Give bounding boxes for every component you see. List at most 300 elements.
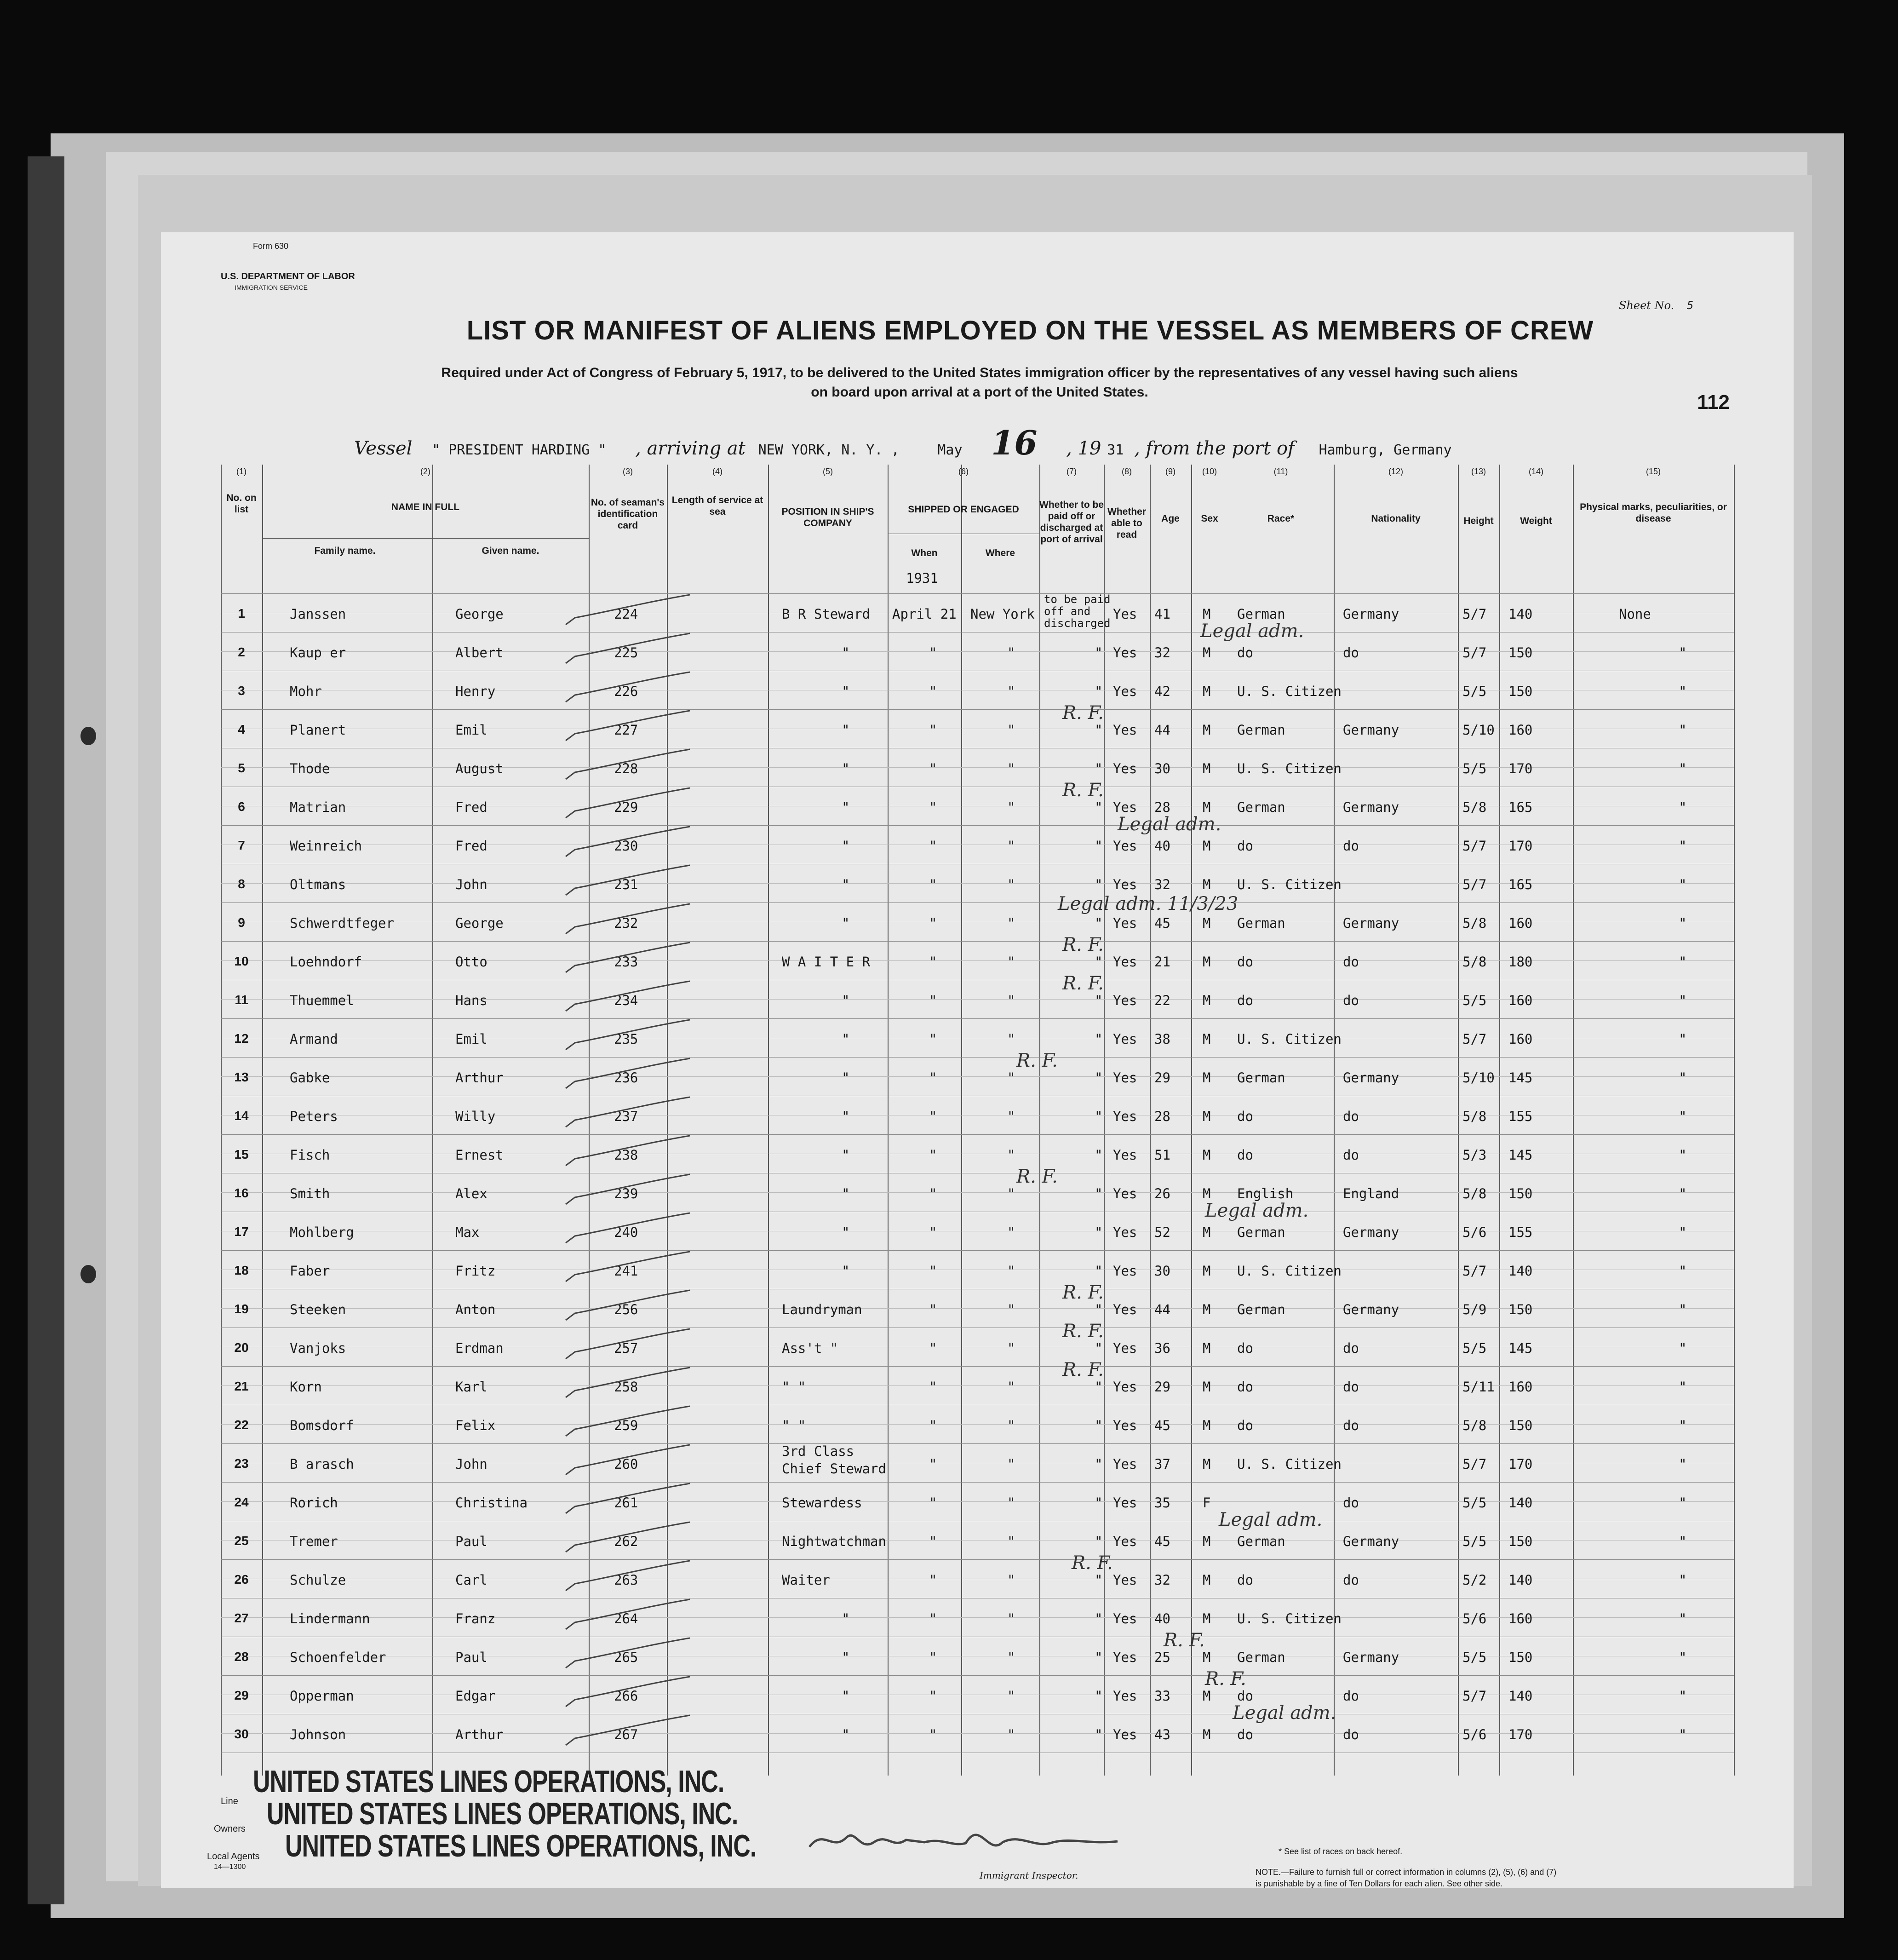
cell-nationality: Germany [1343,1224,1399,1240]
cell-where: " [1007,877,1015,892]
cell-given: Ernest [455,1147,504,1163]
cell-marks: " [1679,954,1687,970]
column-number: (11) [1273,467,1288,476]
cell-sex: M [1203,1147,1211,1163]
cell-height: 5/7 [1462,1263,1487,1279]
cell-marks: " [1679,1147,1687,1163]
cell-family: Korn [290,1379,322,1395]
cell-family: Schoenfelder [290,1650,386,1665]
cell-race: do [1237,1688,1253,1704]
cell-read: Yes [1113,684,1137,699]
row-number: 16 [234,1186,249,1200]
cell-weight: 145 [1508,1147,1533,1163]
cell-nationality: do [1343,1572,1359,1588]
cell-position: " " [782,1379,806,1395]
cell-marks: " [1679,1379,1687,1395]
row-rule [221,1057,1734,1058]
cell-paid: " [1095,954,1103,970]
page-title: LIST OR MANIFEST OF ALIENS EMPLOYED ON THE VESSEL AS MEMBERS OF CREW [466,316,1594,345]
cell-paid: " [1095,915,1103,931]
row-number: 2 [238,645,245,659]
cell-where: " [1007,1650,1015,1665]
subtitle-line-2: on board upon arrival at a port of the United States. [811,385,1148,400]
cell-position: 3rd Class Chief Steward [782,1443,886,1477]
cell-card: 259 [614,1418,638,1433]
column-header-c2a: Family name. [314,546,376,556]
cell-paid: " [1095,645,1103,661]
cell-given: Emil [455,722,487,738]
cell-when: " [929,1186,937,1201]
cell-given: Arthur [455,1070,504,1086]
column-number: (12) [1388,467,1403,476]
cell-card: 227 [614,722,638,738]
cell-weight: 155 [1508,1109,1533,1124]
column-number: (1) [236,467,247,476]
cell-where: " [1007,722,1015,738]
cell-nationality: Germany [1343,1650,1399,1665]
sheet-number-label [1619,299,1693,312]
cell-given: Carl [455,1572,487,1588]
cell-marks: None [1619,606,1651,622]
check-mark [556,1597,694,1638]
cell-family: Fisch [290,1147,330,1163]
cell-height: 5/7 [1462,838,1487,854]
cell-given: Max [455,1224,480,1240]
cell-read: Yes [1113,877,1137,892]
cell-nationality: do [1343,954,1359,970]
column-number: (9) [1165,467,1175,476]
row-number: 9 [238,915,245,930]
cell-race: U. S. Citizen [1237,1456,1342,1472]
cell-read: Yes [1113,915,1137,931]
cell-height: 5/6 [1462,1224,1487,1240]
cell-where: " [1007,1534,1015,1549]
sheet-number: 5 [1686,299,1694,312]
rf-annotation: R. F. [1016,1166,1058,1187]
cell-where: New York [970,606,1035,622]
cell-where: " [1007,1109,1015,1124]
cell-sex: M [1203,877,1211,892]
cell-read: Yes [1113,1070,1137,1086]
owners-label: Owners [214,1824,246,1834]
row-number: 23 [234,1456,249,1471]
cell-family: Gabke [290,1070,330,1086]
cell-weight: 160 [1508,1379,1533,1395]
inspector-signature [805,1810,1127,1865]
row-subrule [221,1733,1734,1734]
rf-annotation: R. F. [1062,934,1104,955]
cell-nationality: do [1343,993,1359,1008]
cell-sex: M [1203,1263,1211,1279]
cell-race: do [1237,993,1253,1008]
cell-family: B arasch [290,1456,354,1472]
cell-nationality: Germany [1343,1302,1399,1317]
from-label: , from the port of [1134,438,1295,459]
cell-race: do [1237,838,1253,854]
cell-family: Thode [290,761,330,776]
cell-read: Yes [1113,1572,1137,1588]
cell-where: " [1007,1031,1015,1047]
cell-race: U. S. Citizen [1237,1031,1342,1047]
cell-sex: M [1203,1611,1211,1627]
column-header-c10: Sex [1201,513,1218,524]
row-subrule [221,1308,1734,1309]
cell-card: 258 [614,1379,638,1395]
cell-sex: M [1203,838,1211,854]
check-mark [556,1327,694,1368]
cell-family: Bomsdorf [290,1418,354,1433]
cell-read: Yes [1113,722,1137,738]
cell-when: " [929,915,937,931]
cell-card: 257 [614,1340,638,1356]
cell-position: Waiter [782,1572,830,1588]
cell-when: " [929,1688,937,1704]
cell-family: Schulze [290,1572,346,1588]
cell-race: German [1237,915,1285,931]
cell-card: 260 [614,1456,638,1472]
cell-age: 25 [1154,1650,1170,1665]
cell-weight: 170 [1508,1456,1533,1472]
row-rule [221,1443,1734,1444]
column-number: (10) [1202,467,1217,476]
row-number: 19 [234,1302,249,1316]
arrival-port: NEW YORK, N. Y. , [758,442,900,458]
cell-age: 21 [1154,954,1170,970]
cell-when: " [929,1572,937,1588]
cell-family: Matrian [290,799,346,815]
cell-sex: M [1203,761,1211,776]
cell-card: 235 [614,1031,638,1047]
vessel-name: " PRESIDENT HARDING " [432,442,607,458]
column-header-c5: POSITION IN SHIP'S COMPANY [781,506,874,529]
column-number: (2) [420,467,430,476]
cell-paid: " [1095,799,1103,815]
cell-where: " [1007,1418,1015,1433]
races-note: * See list of races on back hereof. [1279,1847,1403,1856]
cell-height: 5/8 [1462,1186,1487,1201]
cell-when: " [929,799,937,815]
cell-family: Janssen [290,606,346,622]
cell-where: " [1007,1340,1015,1356]
check-mark [556,631,694,672]
cell-family: Thuemmel [290,993,354,1008]
cell-height: 5/10 [1462,1070,1495,1086]
penalty-note-2: is punishable by a fine of Ten Dollars for each alien. See other side. [1256,1879,1502,1888]
cell-card: 267 [614,1727,638,1742]
manifest-sheet [161,232,1794,1888]
cell-family: Schwerdtfeger [290,915,394,931]
cell-paid: " [1095,1650,1103,1665]
cell-paid: " [1095,1147,1103,1163]
cell-nationality: do [1343,1147,1359,1163]
cell-nationality: do [1343,1379,1359,1395]
cell-race: German [1237,799,1285,815]
cell-height: 5/7 [1462,606,1487,622]
cell-weight: 155 [1508,1224,1533,1240]
cell-card: 225 [614,645,638,661]
column-number: (6) [958,467,969,476]
row-number: 12 [234,1031,249,1046]
cell-weight: 150 [1508,1186,1533,1201]
cell-when: " [929,1650,937,1665]
cell-race: do [1237,1418,1253,1433]
cell-age: 30 [1154,761,1170,776]
row-number: 17 [234,1224,249,1239]
cell-position: " [842,1109,850,1124]
cell-age: 44 [1154,1302,1170,1317]
cell-nationality: do [1343,1109,1359,1124]
cell-weight: 140 [1508,1572,1533,1588]
row-rule [221,941,1734,942]
cell-card: 261 [614,1495,638,1511]
cell-when: " [929,645,937,661]
cell-where: " [1007,1263,1015,1279]
cell-card: 234 [614,993,638,1008]
column-header-c15: Physical marks, peculiarities, or disease [1580,502,1727,524]
cell-where: " [1007,1302,1015,1317]
cell-age: 45 [1154,915,1170,931]
check-mark [556,1133,694,1175]
cell-height: 5/5 [1462,684,1487,699]
cell-position: " [842,838,850,854]
cell-age: 22 [1154,993,1170,1008]
cell-position: " [842,1727,850,1742]
cell-when: " [929,1379,937,1395]
cell-position: Stewardess [782,1495,862,1511]
cell-given: August [455,761,504,776]
cell-given: John [455,877,487,892]
cell-where: " [1007,1611,1015,1627]
column-header-c13: Height [1463,516,1494,526]
row-number: 30 [234,1727,249,1741]
cell-age: 45 [1154,1418,1170,1433]
cell-card: 229 [614,799,638,815]
cell-read: Yes [1113,1688,1137,1704]
row-number: 8 [238,877,245,891]
cell-card: 232 [614,915,638,931]
cell-height: 5/10 [1462,722,1495,738]
cell-marks: " [1679,1650,1687,1665]
column-rule [1734,465,1735,1776]
arrival-day: 16 [991,423,1038,462]
cell-race: U. S. Citizen [1237,1611,1342,1627]
cell-where: " [1007,954,1015,970]
check-mark [556,1443,694,1484]
row-subrule [221,999,1734,1000]
cell-marks: " [1679,877,1687,892]
cell-card: 239 [614,1186,638,1201]
row-rule [221,1018,1734,1019]
cell-age: 42 [1154,684,1170,699]
cell-height: 5/2 [1462,1572,1487,1588]
row-number: 29 [234,1688,249,1702]
check-mark [556,1520,694,1561]
cell-marks: " [1679,1224,1687,1240]
cell-age: 43 [1154,1727,1170,1742]
cell-height: 5/7 [1462,1456,1487,1472]
cell-marks: " [1679,645,1687,661]
column-number: (15) [1646,467,1661,476]
cell-weight: 165 [1508,877,1533,892]
cell-height: 5/6 [1462,1727,1487,1742]
cell-sex: M [1203,606,1211,622]
cell-marks: " [1679,1302,1687,1317]
cell-where: " [1007,1379,1015,1395]
cell-marks: " [1679,684,1687,699]
legal-annotation: Legal adm. [1219,1509,1323,1530]
cell-sex: M [1203,722,1211,738]
check-mark [556,670,694,711]
row-subrule [221,960,1734,961]
cell-race: do [1237,1572,1253,1588]
line-label: Line [221,1796,238,1806]
cell-paid: " [1095,1456,1103,1472]
cell-given: Felix [455,1418,496,1433]
cell-race: U. S. Citizen [1237,1263,1342,1279]
check-mark [556,1674,694,1716]
cell-paid: " [1095,1534,1103,1549]
page-subtitle [336,363,1623,402]
row-rule [221,902,1734,903]
cell-family: Mohlberg [290,1224,354,1240]
cell-sex: M [1203,1031,1211,1047]
cell-position: " [842,915,850,931]
cell-paid: " [1095,1263,1103,1279]
cell-card: 240 [614,1224,638,1240]
cell-where: " [1007,1727,1015,1742]
cell-paid: " [1095,838,1103,854]
cell-marks: " [1679,1495,1687,1511]
cell-where: " [1007,1688,1015,1704]
cell-card: 265 [614,1650,638,1665]
cell-height: 5/5 [1462,761,1487,776]
cell-paid: " [1095,1186,1103,1201]
row-number: 25 [234,1534,249,1548]
cell-read: Yes [1113,761,1137,776]
cell-sex: M [1203,1650,1211,1665]
check-mark [556,1481,694,1523]
background-sheet [28,156,64,1904]
cell-marks: " [1679,993,1687,1008]
cell-sex: F [1203,1495,1211,1511]
cell-age: 28 [1154,799,1170,815]
arrival-year: 31 [1107,442,1124,458]
cell-weight: 140 [1508,1495,1533,1511]
cell-family: Loehndorf [290,954,362,970]
cell-read: Yes [1113,1727,1137,1742]
cell-read: Yes [1113,1147,1137,1163]
cell-height: 5/3 [1462,1147,1487,1163]
cell-paid: " [1095,1379,1103,1395]
cell-when: " [929,1534,937,1549]
row-number: 3 [238,684,245,698]
cell-position: " " [782,1418,806,1433]
cell-card: 228 [614,761,638,776]
cell-race: U. S. Citizen [1237,684,1342,699]
cell-family: Lindermann [290,1611,370,1627]
binder-hole [80,727,96,745]
cell-given: George [455,606,504,622]
cell-weight: 160 [1508,993,1533,1008]
cell-family: Planert [290,722,346,738]
cell-position: " [842,799,850,815]
check-mark [556,1288,694,1329]
cell-paid: " [1095,993,1103,1008]
cell-weight: 160 [1508,1611,1533,1627]
cell-marks: " [1679,1688,1687,1704]
legal-annotation: Legal adm. [1205,1200,1309,1221]
cell-sex: M [1203,1727,1211,1742]
cell-card: 236 [614,1070,638,1086]
cell-weight: 170 [1508,1727,1533,1742]
cell-race: do [1237,1340,1253,1356]
cell-card: 226 [614,684,638,699]
cell-card: 233 [614,954,638,970]
cell-position: " [842,722,850,738]
cell-height: 5/7 [1462,1688,1487,1704]
column-number: (5) [823,467,833,476]
row-number: 14 [234,1109,249,1123]
cell-weight: 150 [1508,1418,1533,1433]
cell-position: Laundryman [782,1302,862,1317]
cell-age: 33 [1154,1688,1170,1704]
cell-height: 5/7 [1462,645,1487,661]
cell-given: Hans [455,993,487,1008]
cell-read: Yes [1113,993,1137,1008]
cell-when: " [929,1727,937,1742]
check-mark [556,1095,694,1136]
cell-height: 5/5 [1462,993,1487,1008]
cell-age: 35 [1154,1495,1170,1511]
cell-weight: 150 [1508,645,1533,661]
cell-where: " [1007,1572,1015,1588]
check-mark [556,940,694,982]
cell-read: Yes [1113,1302,1137,1317]
cell-height: 5/8 [1462,954,1487,970]
cell-marks: " [1679,1456,1687,1472]
cell-family: Faber [290,1263,330,1279]
cell-age: 29 [1154,1379,1170,1395]
cell-when: April 21 [892,606,957,622]
cell-family: Armand [290,1031,338,1047]
cell-marks: " [1679,838,1687,854]
form-code: 14—1300 [214,1863,246,1871]
cell-marks: " [1679,1418,1687,1433]
cell-family: Kaup er [290,645,346,661]
cell-where: " [1007,1070,1015,1086]
cell-age: 41 [1154,606,1170,622]
cell-sex: M [1203,1224,1211,1240]
cell-read: Yes [1113,1379,1137,1395]
cell-family: Peters [290,1109,338,1124]
cell-when: " [929,1456,937,1472]
cell-nationality: Germany [1343,799,1399,815]
header-rule [262,538,589,539]
cell-family: Oltmans [290,877,346,892]
cell-weight: 150 [1508,1534,1533,1549]
cell-read: Yes [1113,1263,1137,1279]
cell-height: 5/9 [1462,1302,1487,1317]
cell-where: " [1007,993,1015,1008]
arrival-month: May [937,442,963,458]
cell-weight: 170 [1508,761,1533,776]
cell-sex: M [1203,1186,1211,1201]
cell-marks: " [1679,1534,1687,1549]
column-header-c2: NAME IN FULL [391,502,460,512]
cell-race: do [1237,1727,1253,1742]
page-number: 112 [1697,391,1730,414]
cell-height: 5/5 [1462,1495,1487,1511]
